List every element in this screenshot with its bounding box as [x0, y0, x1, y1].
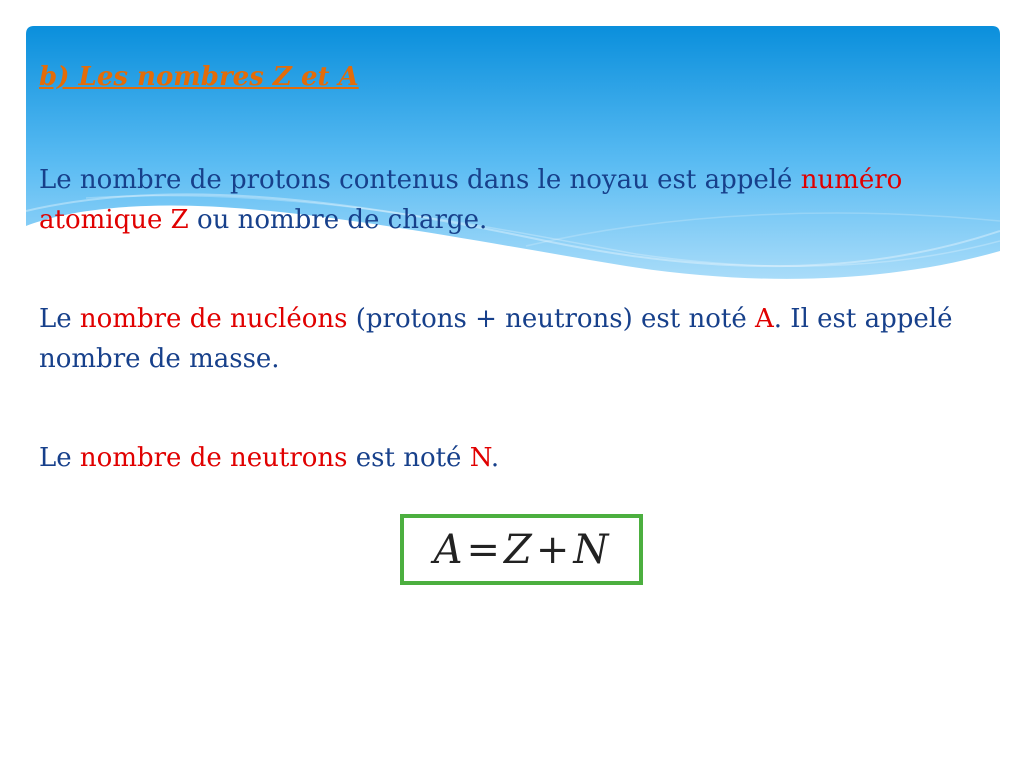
paragraph-text: est noté: [347, 443, 470, 473]
formula-equals: =: [466, 526, 502, 573]
paragraph-mass-number: [39, 299, 979, 379]
paragraph-text: ou nombre de charge.: [188, 205, 488, 235]
highlight-term: nombre de nucléons: [79, 304, 348, 334]
formula-box: [400, 514, 643, 585]
formula-symbol-a: A: [433, 526, 464, 573]
paragraph-text: Le nombre de protons contenus dans le noyau est appelé: [39, 165, 801, 195]
paragraph-atomic-number: [39, 160, 999, 240]
formula-symbol-n: N: [573, 526, 610, 573]
section-heading: b) Les nombres Z et A: [39, 62, 359, 92]
paragraph-text: .: [490, 443, 500, 473]
highlight-symbol: A: [754, 304, 774, 334]
formula-symbol-z: Z: [504, 526, 533, 573]
paragraph-text: Le: [39, 304, 80, 334]
paragraph-text: . Il est appelé nombre de masse.: [39, 304, 953, 374]
formula-plus: +: [535, 526, 571, 573]
paragraph-neutron-number: [39, 438, 979, 478]
paragraph-text: Le: [39, 443, 80, 473]
paragraph-text: (protons + neutrons) est noté: [347, 304, 755, 334]
highlight-symbol: N: [469, 443, 491, 473]
formula: [434, 527, 610, 573]
highlight-term: numéro atomique Z: [39, 165, 903, 235]
highlight-term: nombre de neutrons: [79, 443, 348, 473]
